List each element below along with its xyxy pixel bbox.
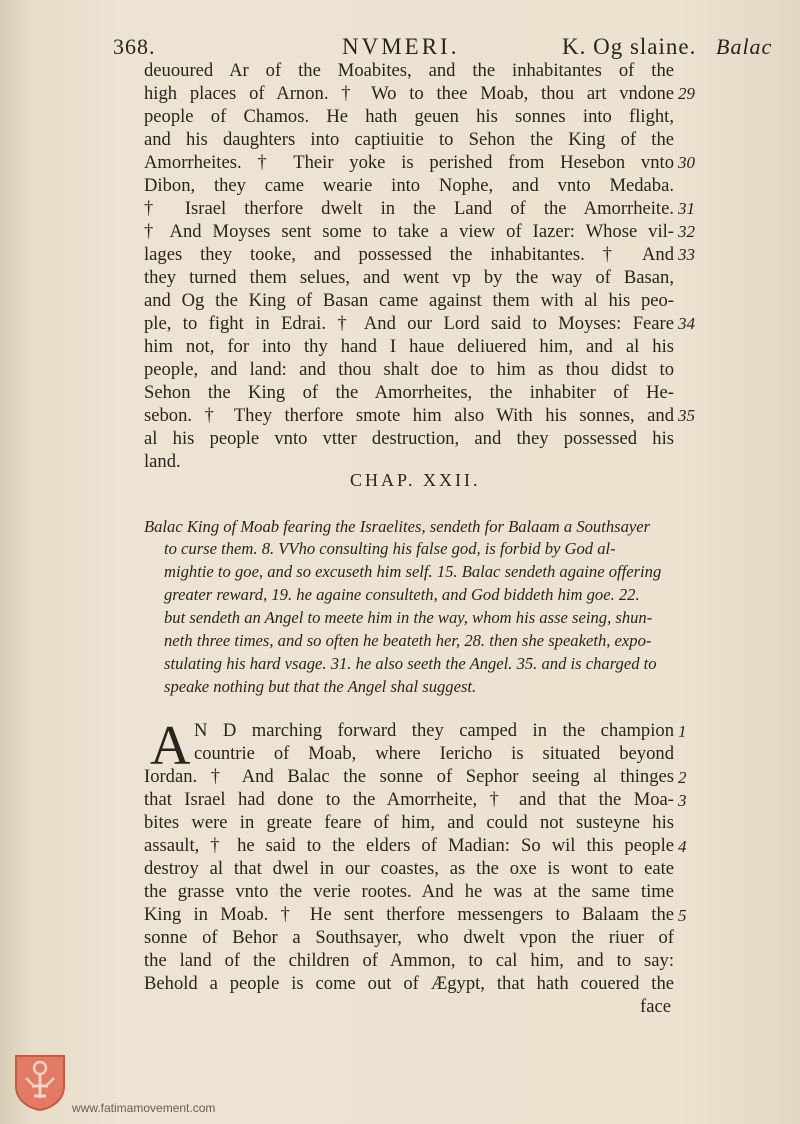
text-line: people of Chamos. He hath geuen his sonnes into flight, (144, 106, 674, 127)
verse-number: 31 (678, 199, 695, 218)
verse-number: 35 (678, 406, 695, 425)
text-line: Amorrheites. † Their yoke is perished from Hesebon vnto (144, 152, 674, 173)
text-line: the land of the children of Ammon, to cal him, and to say: (144, 950, 674, 971)
text-line: N D marching forward they camped in the champion (194, 720, 674, 741)
text-line: high places of Arnon. † Wo to thee Moab, thou art vndone (144, 83, 674, 104)
text-line: † Israel therfore dwelt in the Land of the Amorrheite. (144, 198, 674, 219)
text-line: Dibon, they came wearie into Nophe, and vnto Medaba. (144, 175, 674, 196)
text-line: al his people vnto vtter destruction, and they possessed his (144, 428, 674, 449)
text-line: † And Moyses sent some to take a view of Iazer: Whose vil- (144, 221, 674, 242)
verse-number: 34 (678, 314, 695, 333)
verse-number: 1 (678, 722, 687, 741)
text-line: him not, for into thy hand I haue deliuered him, and al his (144, 336, 674, 357)
verse-number: 33 (678, 245, 695, 264)
catchword: face (640, 996, 671, 1017)
text-line: Behold a people is come out of Ægypt, that hath couered the (144, 973, 674, 994)
text-line: King in Moab. † He sent therfore messengers to Balaam the (144, 904, 674, 925)
book-title: NVMERI. (342, 34, 460, 59)
drop-cap: A (150, 715, 191, 777)
verse-number: 3 (678, 791, 687, 810)
text-line: lages they tooke, and possessed the inhabitantes. † And (144, 244, 674, 265)
summary-line: greater reward, 19. he againe consulteth, and God biddeth him goe. 22. (164, 585, 640, 604)
summary-line: neth three times, and so often he beateth her, 28. then she speaketh, expo- (164, 631, 652, 650)
summary-line: speake nothing but that the Angel shal suggest. (164, 677, 477, 696)
text-line: people, and land: and thou shalt doe to him as thou didst to (144, 359, 674, 380)
summary-line: to curse them. 8. VVho consulting his false god, is forbid by God al- (164, 539, 616, 558)
text-line: assault, † he said to the elders of Madian: So wil this people (144, 835, 674, 856)
text-line: and Og the King of Basan came against them with al his peo- (144, 290, 674, 311)
summary-line: mightie to goe, and so excuseth him self. 15. Balac sendeth againe offering (164, 562, 662, 581)
text-line: deuoured Ar of the Moabites, and the inhabitantes of the (144, 60, 674, 81)
text-line: Sehon the King of the Amorrheites, the inhabiter of He- (144, 382, 674, 403)
text-line: land. (144, 451, 181, 472)
chapter-heading: CHAP. XXII. (350, 470, 481, 490)
text-line: Iordan. † And Balac the sonne of Sephor seeing al thinges (144, 766, 674, 787)
text-line: ple, to fight in Edrai. † And our Lord said to Moyses: Feare (144, 313, 674, 334)
verse-number: 2 (678, 768, 687, 787)
summary-line: Balac King of Moab fearing the Israelites, sendeth for Balaam a Southsayer (144, 517, 651, 536)
text-line: the grasse vnto the verie rootes. And he was at the same time (144, 881, 674, 902)
summary-line: stulating his hard vsage. 31. he also seeth the Angel. 35. and is charged to (164, 654, 657, 673)
text-line: destroy al that dwel in our coastes, as the oxe is wont to eate (144, 858, 674, 879)
summary-line: but sendeth an Angel to meete him in the way, whom his asse seing, shun- (164, 608, 653, 627)
text-line: they turned them selues, and went vp by the way of Basan, (144, 267, 674, 288)
verse-number: 29 (678, 84, 695, 103)
running-head: K. Og slaine. (562, 34, 697, 59)
page-number: 368. (113, 34, 156, 59)
verse-number: 30 (678, 153, 695, 172)
text-line: countrie of Moab, where Iericho is situated beyond (194, 743, 674, 764)
verse-number: 32 (678, 222, 695, 241)
verse-number: 5 (678, 906, 687, 925)
margin-label: Balac (716, 34, 773, 59)
shield-logo-icon (12, 1052, 68, 1112)
verse-number: 4 (678, 837, 687, 856)
text-line: sebon. † They therfore smote him also With his sonnes, and (144, 405, 674, 426)
text-line: bites were in greate feare of him, and could not susteyne his (144, 812, 674, 833)
text-line: and his daughters into captiuitie to Sehon the King of the (144, 129, 674, 150)
footer-url: www.fatimamovement.com (72, 1101, 216, 1115)
text-line: sonne of Behor a Southsayer, who dwelt vpon the riuer of (144, 927, 674, 948)
text-line: that Israel had done to the Amorrheite, † and that the Moa- (144, 789, 674, 810)
